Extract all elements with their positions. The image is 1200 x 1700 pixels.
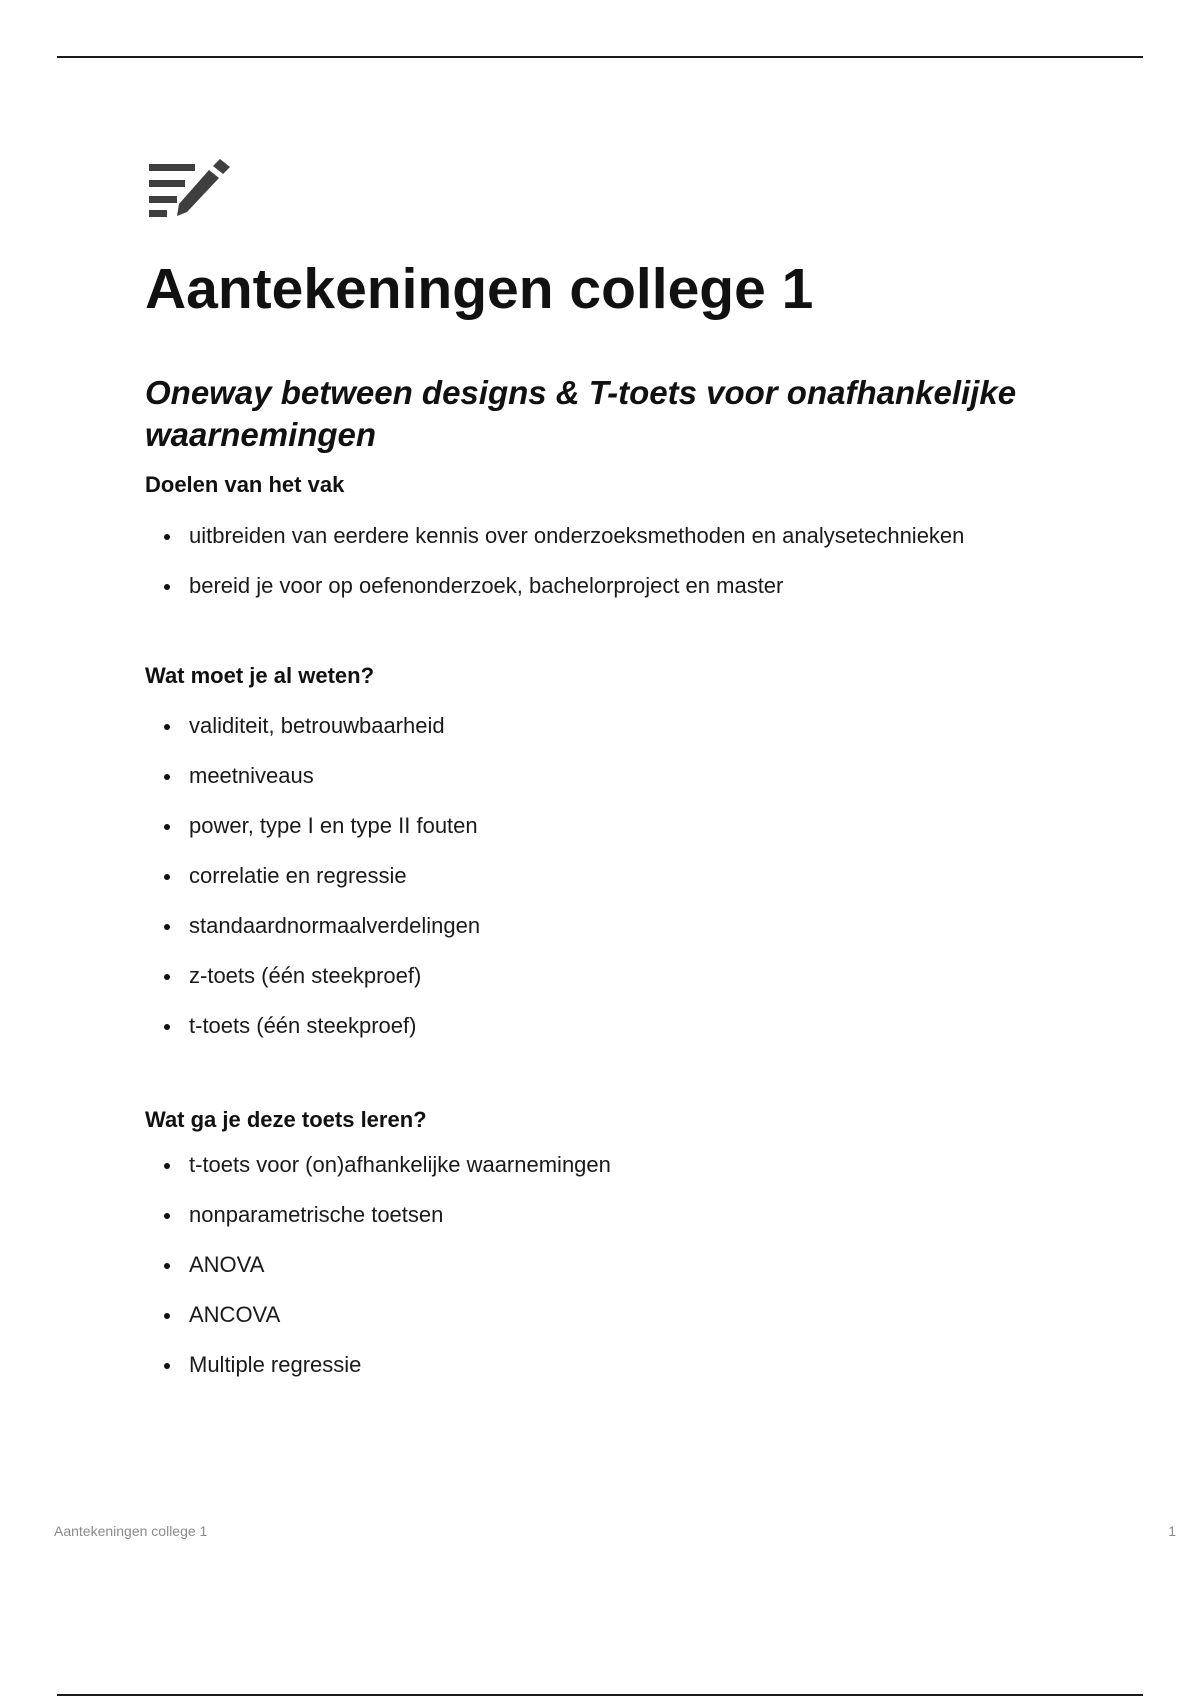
list-item [145,761,1105,791]
bullet-dot [164,1363,170,1369]
list-item [145,521,1105,551]
list-item [145,811,1105,841]
section-heading: Wat ga je deze toets leren? [145,1107,427,1132]
bullet-list [145,1150,1105,1380]
footer-document-title: Aantekeningen college 1 [54,1523,208,1539]
list-item [145,1250,1105,1280]
section-doelen [145,470,1105,601]
list-item-text: ANCOVA [189,1302,281,1327]
bullet-dot [164,774,170,780]
bullet-dot [164,534,170,540]
bullet-dot [164,1213,170,1219]
list-item [145,1200,1105,1230]
section-heading: Wat moet je al weten? [145,663,375,688]
footer-page-number: 1 [1168,1523,1176,1539]
document-subtitle: Oneway between designs & T-toets voor onafhankelijke waarnemingen [145,374,1017,453]
document-title: Aantekeningen college 1 [145,257,814,321]
page-content [145,158,1105,1380]
bullet-dot [164,584,170,590]
list-item [145,1350,1105,1380]
bullet-dot [164,1313,170,1319]
bullet-dot [164,874,170,880]
list-item [145,861,1105,891]
list-item-text: bereid je voor op oefenonderzoek, bachelorproject en master [189,573,784,598]
bullet-dot [164,1024,170,1030]
list-item [145,571,1105,601]
bullet-list [145,521,1105,601]
list-item [145,911,1105,941]
list-item-text: Multiple regressie [189,1352,362,1377]
list-item [145,1011,1105,1041]
section-leerdoelen [145,1105,1105,1380]
section-voorkennis [145,661,1105,1041]
list-item [145,711,1105,741]
bullet-dot [164,924,170,930]
list-item-text: uitbreiden van eerdere kennis over onderzoeksmethoden en analysetechnieken [189,523,965,548]
list-item [145,961,1105,991]
bottom-rule [57,1694,1143,1696]
top-rule [57,56,1143,58]
list-item-text: ANOVA [189,1252,265,1277]
list-item-text: nonparametrische toetsen [189,1202,444,1227]
list-item-text: correlatie en regressie [189,863,407,888]
bullet-list [145,711,1105,1041]
bullet-dot [164,824,170,830]
list-item-text: t-toets voor (on)afhankelijke waarnemingen [189,1152,611,1177]
list-item-text: validiteit, betrouwbaarheid [189,713,445,738]
bullet-dot [164,974,170,980]
list-item [145,1300,1105,1330]
section-heading: Doelen van het vak [145,472,345,497]
list-item-text: standaardnormaalverdelingen [189,913,481,938]
bullet-dot [164,1163,170,1169]
notes-edit-icon [145,158,235,220]
bullet-dot [164,724,170,730]
list-item-text: meetniveaus [189,763,314,788]
list-item-text: power, type I en type II fouten [189,813,478,838]
list-item-text: z-toets (één steekproef) [189,963,422,988]
list-item [145,1150,1105,1180]
bullet-dot [164,1263,170,1269]
list-item-text: t-toets (één steekproef) [189,1013,417,1038]
